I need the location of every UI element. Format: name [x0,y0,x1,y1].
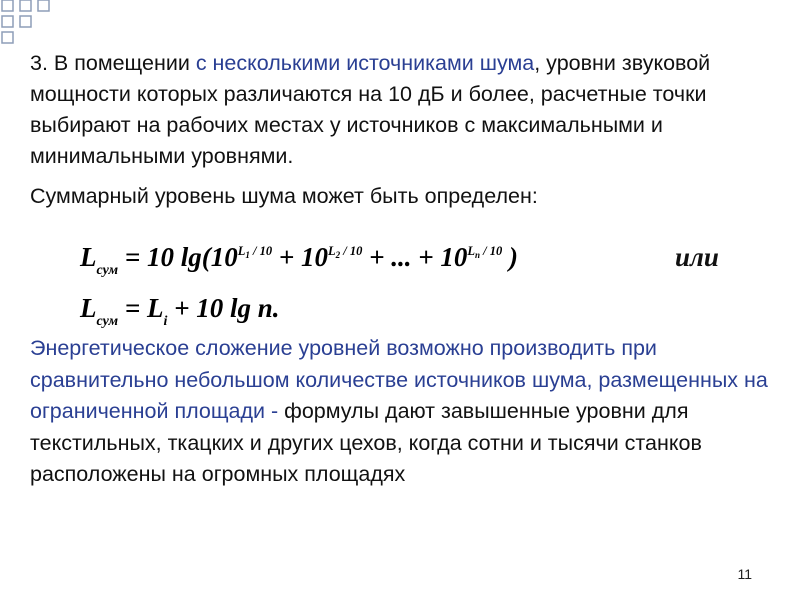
formula1-exp1-rest: / 10 [249,244,273,258]
formula2-L: L [80,293,97,323]
formula1-exp1-sub: 1 [245,250,250,260]
formula2-sub: сум [96,314,119,329]
formula1-plus2: + ... + 10 [362,242,468,272]
paragraph-2: Суммарный уровень шума может быть определен: [30,184,538,208]
formula-sum-levels [80,242,518,279]
formula1-expn-sub: n [475,250,481,260]
formula1-exp2 [328,244,362,258]
paragraph-1-prefix: 3. В помещении [30,51,196,75]
formula2-rest: + 10 lg n. [167,293,280,323]
page-number: 11 [737,566,752,582]
paragraph-3 [30,333,775,491]
formula1-expn [467,244,502,258]
slide-body [30,48,775,212]
formula1-eq: = 10 lg(10 [118,242,238,272]
formula-simple-sum [80,293,280,330]
paragraph-3-highlight: Энергетическое сложение уровней возможно производить при сравнительно небольшом количестве источников шума, размещенных на ограниченной площади - [30,336,768,423]
formula1-plus1: + 10 [272,242,328,272]
formula1-sub: сум [96,263,119,278]
formula1-exp1-base: L [237,244,246,258]
formula1-exp2-base: L [327,244,336,258]
formula1-close: ) [502,242,519,272]
formula1-expn-rest: / 10 [480,244,503,258]
formula2-i: i [163,314,168,329]
formula1-L: L [80,242,97,272]
formula1-exp2-sub: 2 [335,250,341,260]
paragraph-1-highlight: с несколькими источниками шума [195,51,535,75]
or-word: или [675,242,719,272]
formula1-exp2-rest: / 10 [340,244,363,258]
paragraph-1-suffix: , уровни звуковой мощности которых различаются на 10 дБ и более, расчетные точки выбирают на рабочих местах у источников с максимальными и минимальными уровнями. [30,51,711,168]
formula2-eq: = L [118,293,164,323]
formula1-expn-base: L [467,244,476,258]
paragraph-1 [30,48,775,172]
paragraph-3-rest: формулы дают завышенные уровни для текстильных, ткацких и других цехов, когда сотни и тысячи станков расположены на огромных площадях [30,399,702,486]
formula1-exp1 [238,244,272,258]
